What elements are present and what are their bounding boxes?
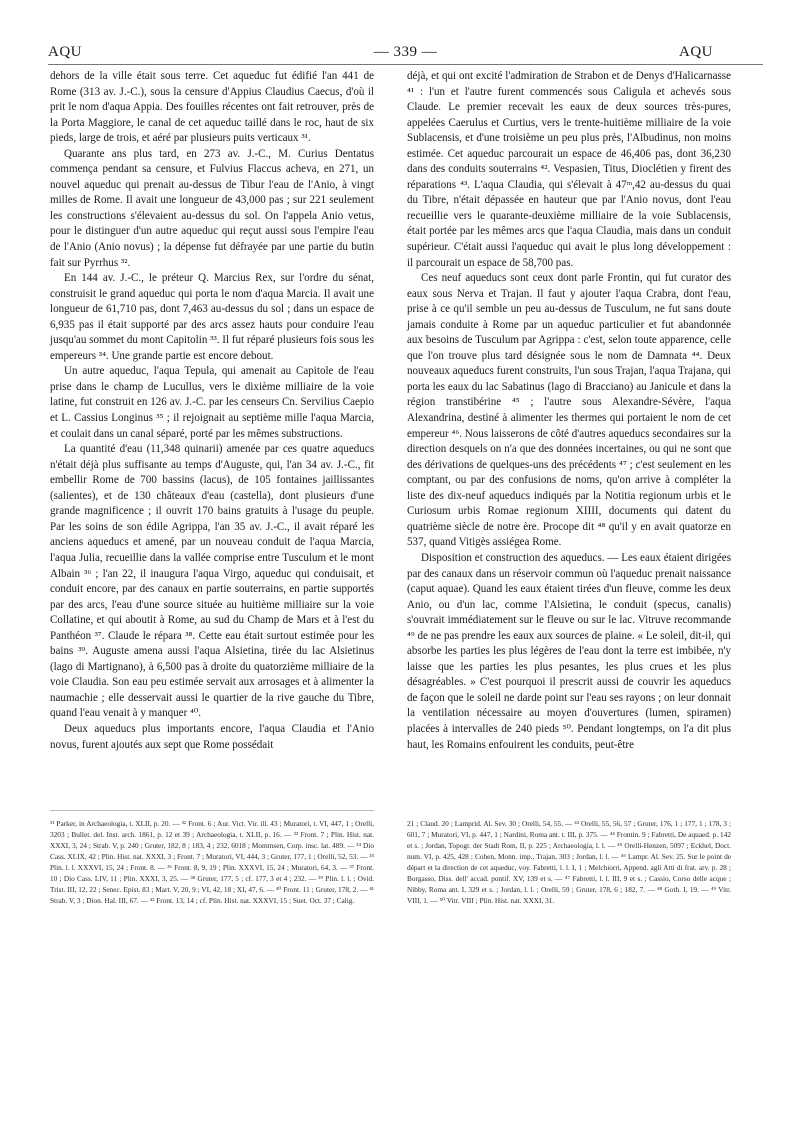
footnote-separator: [50, 810, 374, 811]
footnotes-left: [50, 818, 374, 906]
paragraph: Deux aqueducs plus importants encore, l'aqua Claudia et l'Anio novus, furent ajoutés aux sept que Rome possédait: [50, 722, 374, 751]
running-header: [48, 44, 763, 66]
footnote-text: ³¹ Parker, in Archaeologia, t. XLII, p. 20. — ³² Front. 6 ; Aur. Vict. Vir. ill. 43 ; Muratori, t. VI, 447, 1 ; Orelli, 3203 ; Bullet. del. Inst. arch. 1861, p. 12 et 39 ; Archaeologia, t. XLII, p. 16. — ³³ Front. 7 ; Plin. Hist. nat. XXXI, 3, 24 ; Strab. V, p. 240 ; Gruter, 182, 8 ; 183, 4 ; 232, 6018 ; Mommsen, Corp. insc. lat. 489. — ³⁴ Dio Cass. XLIX, 42 ; Plin. Hist. nat. XXXI, 3 ; Front. 7 ; Muratori, VI, 444, 3 ; Gruter, 177, 1 ; Orelli, 52, 53. — ³⁵ Plin. l. l. XXXVI, 15, 24 ; Front. 8. — ³⁶ Front. 8, 9, 19 ; Plin. XXXVI, 15, 24 ; Muratori, 64, 3. — ³⁷ Front. 10 ; Dio Cass. LIV, 11 ; Plin. XXXI, 3, 25. — ³⁸ Gruter, 177, 5 ; cf. 177, 3 et 4 ; 232. — ³⁹ Plin. l. l. ; Ovid. Trist. III, 12, 22 ; Senec. Epist. 83 ; Mart. V, 20, 9 ; VI, 42, 18 ; XI, 47, 6. — ⁴⁰ Front. 11 ; Gruter, 178, 2. — ⁴¹ Strab. V, 3 ; Dion. Hal. III, 67. — ⁴² Front. 13, 14 ; cf. Plin. Hist. nat. XXXVI, 15 ; Suet. Oct. 37 ; Calig.: [50, 819, 374, 906]
paragraph: déjà, et qui ont excité l'admiration de Strabon et de Denys d'Halicarnasse ⁴¹ : l'un et l'autre furent commencés sous Caligula et achevés sous Claude. Le premier recevait les eaux de deux sources très-pures, appelées Caerulus et Curtius, vers le trente-huitième milliaire de la voie Sublacensis, et d'une troisième un peu plus près, l'Albudinus, non moins estimée. Cet aqueduc parcourait un espace de 46,406 pas, dont 36,230 dans des conduits souterrains ⁴². Vespasien, Titus, Dioclétien y firent des réparations ⁴³. L'aqua Claudia, qui s'élevait à 47ᵐ,42 au-dessus du quai du Tibre, n'était dépassée en hauteur que par l'Anio novus, dont l'eau recueillie vers le quarante-deuxième milliaire de la voie Sublacensis, était portée par les mêmes arcs que l'aqua Claudia, mais dans un conduit supérieur. C'était aussi l'aqueduc qui avait le plus long développement : il parcourait un espace de 58,700 pas.: [407, 70, 731, 269]
header-rule: [48, 64, 763, 65]
paragraph: La quantité d'eau (11,348 quinarii) amenée par ces quatre aqueducs n'était déjà plus suffisante au temps d'Auguste, qui, l'an 34 av. J.-C., fit embellir Rome de 700 bassins (lacus), de 105 fontaines jaillissantes (salientes), et de 130 châteaux d'eau (castella), dont plusieurs d'une grande magnificence ; il ouvrit 170 bains gratuits à l'usage du peuple. Par les soins de son édile Agrippa, l'an 35 av. J.-C., il avait réparé les anciens aqueducs et amené, par un nouveau conduit de l'aqua Marcia, l'aqua Julia, recueillie dans la vallée comprise entre Tusculum et le mont Albain ³⁶ ; l'an 22, il inaugura l'aqua Virgo, aqueduc qui conduisait, et conduit encore, par des canaux en partie souterrains, en partie supportés par des arcs, l'eau d'une source située au huitième milliaire sur la voie Collatine, et qui aboutit à Rome, au sud du Champ de Mars et à l'est du Panthéon ³⁷. Claude le répara ³⁸. Cette eau était surtout estimée pour les bains ³⁹. Auguste amena aussi l'aqua Alsietina, tirée du lac Alsietinus (lago di Martignano), à 6,500 pas à droite du quatorzième milliaire de la voie Claudia. Son eau peu estimée servait aux arrosages et à alimenter la naumachie ; elle desservait aussi le quartier de la rive gauche du Tibre, quand l'eau venait à y manquer ⁴⁰.: [50, 443, 374, 720]
header-left-word: AQU: [48, 44, 82, 60]
left-text-column: [50, 69, 374, 753]
page-number: — 339 —: [373, 44, 438, 60]
paragraph: Quarante ans plus tard, en 273 av. J.-C., M. Curius Dentatus commença pendant sa censure, et Fulvius Flaccus acheva, en 271, un nouvel aqueduc qui prenait au-dessus de Tibur l'eau de l'Anio, à vingt milles de Rome. Il avait une longueur de 43,000 pas ; sur 221 seulement les constructions s'élevaient au-dessus du sol. On l'appela Anio vetus, pour le distinguer d'un autre aqueduc qui reçut aussi sous l'empire l'eau de l'Anio (Anio novus) ; la dépense fut défrayée par une partie du butin fait sur Pyrrhus ³².: [50, 147, 374, 269]
right-text-column: [407, 69, 731, 753]
section-paragraph: Disposition et construction des aqueducs. — Les eaux étaient dirigées par des canaux dans un réservoir commun où l'aqueduc prenait naissance (caput aquae). Quand les eaux étaient tirées d'un fleuve, comme les deux Anio, ou d'un lac, comme l'Alsietina, le conduit (specus, canalis) s'ouvrait immédiatement sur le fleuve ou sur le lac. Vitruve recommande ⁴⁹ de ne pas prendre les eaux aux sources de plaine. « Le soleil, dit-il, qui absorbe les parties les plus légères de l'eau dont la terre est imbibée, n'y laisse que les parties les plus pesantes, les plus crues et les plus désagréables. » C'est pourquoi il prescrit aussi de couvrir les aqueducs de façon que le soleil ne darde point sur l'eau ses rayons ; on leur donnait la ventilation nécessaire au moyen d'ouvertures (lumen, spiramen) placées à intervalles de 240 pieds ⁵⁰. Pendant longtemps, on l'a dit plus haut, les Romains enfouirent les conduits, peut-être: [407, 551, 731, 751]
footnote-text: 21 ; Claud. 20 ; Lamprid. Al. Sev. 30 ; Orelli, 54, 55. — ⁴³ Orelli, 55, 56, 57 ; Gruter, 176, 1 ; 177, 1 ; 178, 3 ; 601, 7 ; Muratori, VI, p. 447, 1 ; Nardini, Roma ant. t. III, p. 375. — ⁴⁴ Frontin. 9 ; Fabretti, De aquaed. p. 142 et s. ; Jordan, Topogr. der Stadt Rom, II, p. 225 ; Archaeologia, l. l. — ⁴⁵ Orelli-Henzen, 5097 ; Eckhel, Doct. num. VI, p. 425, 428 ; Cohen, Monn. imp., Trajan, 303 ; Jordan, l. l. — ⁴⁶ Lampr. Al. Sev. 25. Sur le point de départ et la direction de cet aqueduc, voy. Fabretti, l. l. I, 1 ; Melchiorri, Append. agli Atti di frat. arv. p. 28 ; Borgasso, Diss. dell' accad. pontif. XV, 139 et s. — ⁴⁷ Fabretti, l. l. III, 9 et s. ; Cassio, Corso delle acque ; Nibby, Roma ant. I, 329 et s. ; Jordan, l. l. ; Orelli, 59 ; Gruter, 178, 6 ; 182, 7. — ⁴⁸ Goth. I, 19. — ⁴⁹ Vitr. VIII, 1. — ⁵⁰ Vitr. VIII ; Plin. Hist. nat. XXXI, 31.: [407, 819, 731, 906]
footnotes-right: [407, 818, 731, 906]
header-right-word: AQU: [679, 44, 713, 60]
paragraph: Ces neuf aqueducs sont ceux dont parle Frontin, qui fut curator des eaux sous Nerva et Trajan. Il faut y ajouter l'aqua Crabra, dont l'eau, prise à ce qu'il semble un peu au-dessus de Tusculum, ne fut sans doute jamais conduite à Rome par un aqueduc particulier et fut abandonnée aux besoins de Tusculum par Agrippa : c'est, selon toute apparence, celle que l'on trouve plus tard désignée sous le nom de Damnata ⁴⁴. Deux nouveaux aqueducs furent construits, l'un sous Trajan, l'aqua Trajana, qui porta les eaux du lac Sabatinus (lago di Bracciano) au Janicule et dans la région transtibérine ⁴⁵ ; l'autre sous Alexandre-Sévère, l'aqua Alexandrina, destiné à alimenter les thermes qui portaient le nom de cet empereur ⁴⁶. Nous laisserons de côté d'autres aqueducs secondaires sur la direction desquels on n'a que des données incertaines, ou qui ne sont que des dérivations de quelques-uns des précédents ⁴⁷ ; c'est seulement en les comptant, ou par des confusions de noms, qu'on arrive à compléter la liste des dix-neuf aqueducs indiqués par la Notitia regionum urbis et le Curiosum urbis Romae regionum XIIII, documents qui datent du quatrième siècle de notre ère. Procope dit ⁴⁸ qu'il y en avait quatorze en 537, quand Vitigès assiégea Rome.: [407, 272, 731, 549]
paragraph: dehors de la ville était sous terre. Cet aqueduc fut édifié l'an 441 de Rome (313 av. J.-C.), sous la censure d'Appius Claudius Caecus, d'où il prit le nom d'aqua Appia. Des fouilles récentes ont fait retrouver, près de la Porta Maggiore, le canal de cet aqueduc taillé dans le roc, haut de six pieds, large de trois, et aéré par plusieurs puits verticaux ³¹.: [50, 70, 374, 145]
paragraph: En 144 av. J.-C., le préteur Q. Marcius Rex, sur l'ordre du sénat, construisit le grand aqueduc qui porta le nom d'aqua Marcia. Il avait une longueur de 61,710 pas, dont 7,463 au-dessus du sol ; dans un espace de 6,935 pas il était supporté par des arcs assez hauts pour conduire l'eau jusqu'au sommet du mont Capitolin ³³. Il fut réparé plusieurs fois sous les empereurs ³⁴. Une grande partie est encore debout.: [50, 272, 374, 362]
paragraph: Un autre aqueduc, l'aqua Tepula, qui amenait au Capitole de l'eau prise dans le champ de Lucullus, vers le dixième milliaire de la voie latine, fut construit en 126 av. J.-C. par les censeurs Cn. Servilius Caepio et L. Cassius Longinus ³⁵ ; il rejoignait au septième mille l'aqua Marcia, et coulait dans un canal séparé, porté par les mêmes substructions.: [50, 365, 374, 440]
